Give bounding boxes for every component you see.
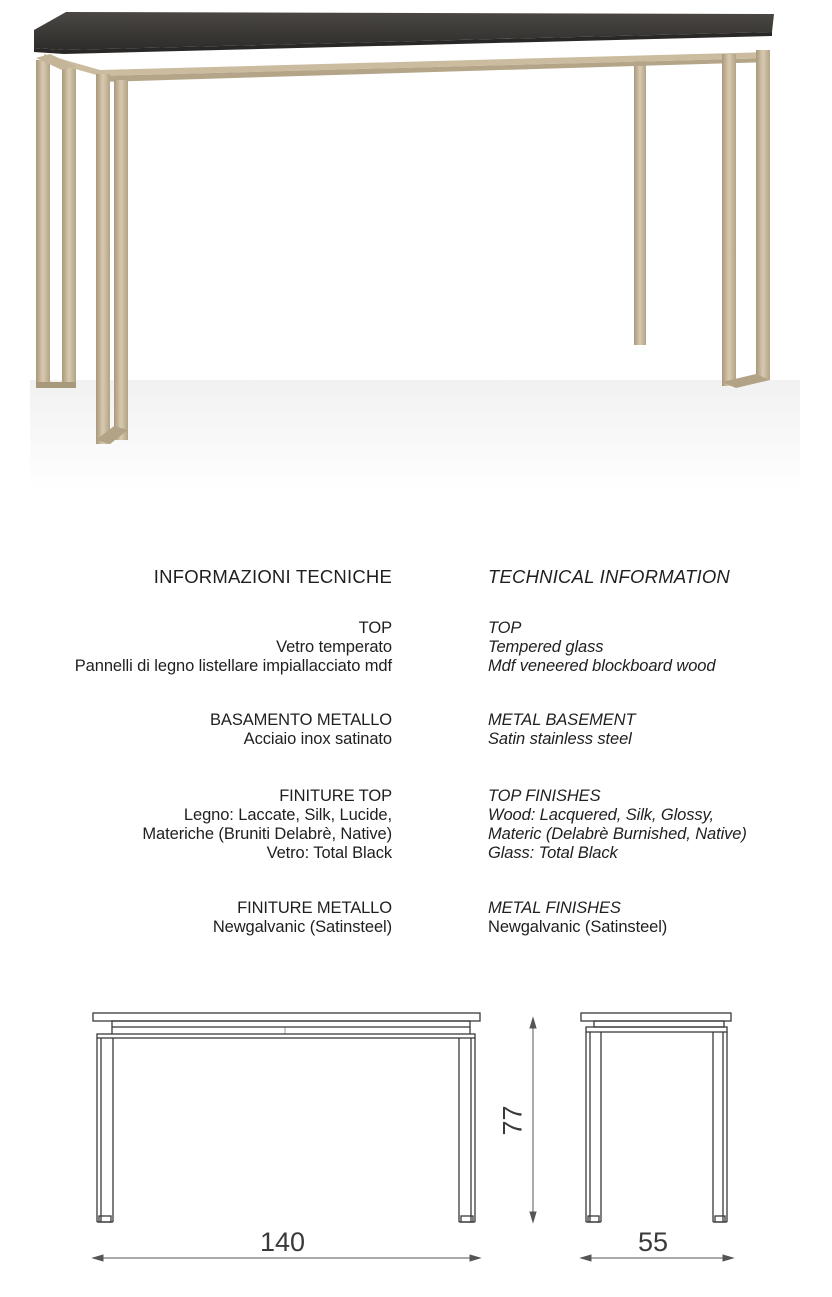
italian-top-block bbox=[0, 619, 392, 676]
italian-base-title: BASAMENTO METALLO bbox=[210, 711, 392, 729]
italian-top-finishes-block bbox=[0, 787, 392, 863]
english-base-title: METAL BASEMENT bbox=[488, 711, 636, 729]
italian-top-line: Pannelli di legno listellare impiallacciato mdf bbox=[74, 657, 392, 675]
italian-column bbox=[0, 566, 392, 588]
italian-top-finishes-line: Materiche (Bruniti Delabrè, Native) bbox=[142, 825, 392, 843]
height-dimension-label: 77 bbox=[497, 1105, 528, 1136]
italian-top-finishes-line: Legno: Laccate, Silk, Lucide, bbox=[183, 806, 392, 824]
side-view-drawing bbox=[581, 1013, 731, 1222]
english-top-line: Tempered glass bbox=[488, 638, 604, 656]
italian-metal-finishes-title: FINITURE METALLO bbox=[237, 899, 392, 917]
italian-heading: INFORMAZIONI TECNICHE bbox=[153, 566, 392, 587]
english-base-block bbox=[488, 711, 828, 749]
english-top-finishes-line: Wood: Lacquered, Silk, Glossy, bbox=[488, 806, 714, 824]
english-top-finishes-title: TOP FINISHES bbox=[488, 787, 601, 805]
width-dimension-label: 140 bbox=[260, 1227, 306, 1257]
italian-metal-finishes-block bbox=[0, 899, 392, 937]
italian-top-finishes-title: FINITURE TOP bbox=[279, 787, 392, 805]
english-column bbox=[488, 566, 828, 588]
english-top-line: Mdf veneered blockboard wood bbox=[488, 657, 716, 675]
technical-drawing bbox=[0, 1000, 832, 1297]
english-top-finishes-line: Materic (Delabrè Burnished, Native) bbox=[488, 825, 747, 843]
english-metal-finishes-block bbox=[488, 899, 828, 937]
english-top-title: TOP bbox=[488, 619, 522, 637]
english-base-line: Satin stainless steel bbox=[488, 730, 632, 748]
italian-base-line: Acciaio inox satinato bbox=[243, 730, 392, 748]
english-heading: TECHNICAL INFORMATION bbox=[488, 566, 730, 587]
height-dimension-line bbox=[530, 1018, 536, 1222]
depth-dimension-label: 55 bbox=[638, 1227, 669, 1257]
italian-top-line: Vetro temperato bbox=[276, 638, 392, 656]
italian-top-finishes-line: Vetro: Total Black bbox=[266, 844, 392, 862]
product-photo bbox=[0, 0, 832, 500]
italian-metal-finishes-line: Newgalvanic (Satinsteel) bbox=[212, 918, 392, 936]
english-top-finishes-block bbox=[488, 787, 828, 863]
english-top-block bbox=[488, 619, 828, 676]
italian-top-title: TOP bbox=[358, 619, 392, 637]
english-metal-finishes-title: METAL FINISHES bbox=[488, 899, 621, 917]
front-view-drawing bbox=[93, 1013, 480, 1222]
english-top-finishes-line: Glass: Total Black bbox=[488, 844, 618, 862]
italian-base-block bbox=[0, 711, 392, 749]
english-metal-finishes-line: Newgalvanic (Satinsteel) bbox=[488, 918, 668, 936]
